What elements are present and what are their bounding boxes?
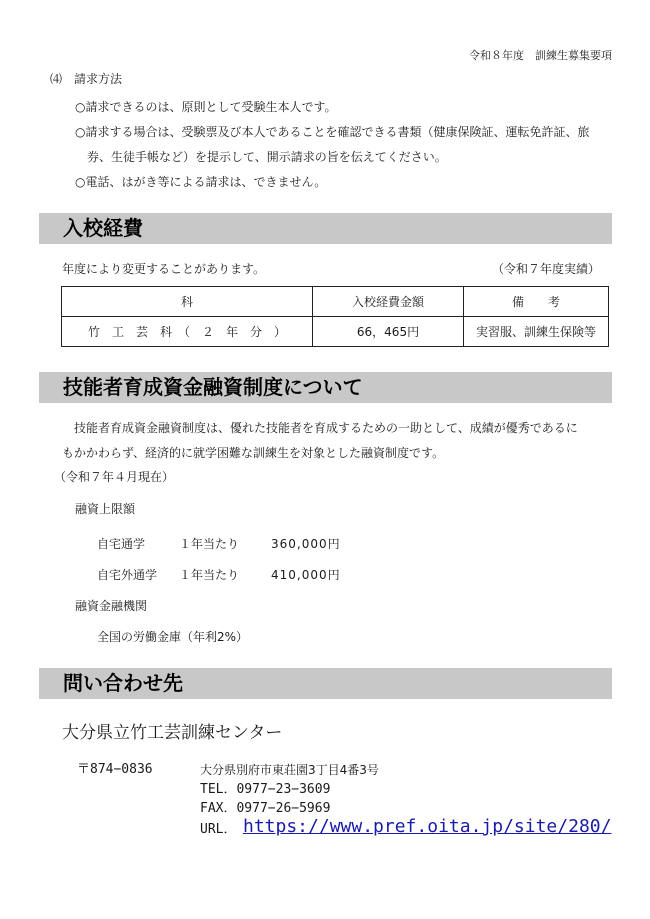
section-loan-system: [39, 372, 612, 403]
section-title: 技能者育成資金融資制度について: [63, 375, 363, 399]
request-method-heading: ⑷ 請求方法: [50, 72, 123, 86]
section-contact: [39, 668, 612, 699]
table-row: [62, 317, 609, 347]
table-cell: 竹 工 芸 科 （ ２ 年 分 ）: [62, 317, 313, 347]
request-method-item: ○請求できるのは、原則として受験生本人です。: [75, 100, 337, 114]
loan-limit-period: １年当たり: [179, 568, 240, 582]
fees-reference: （令和７年度実績）: [491, 262, 600, 276]
contact-url-link[interactable]: https://www.pref.oita.jp/site/280/: [243, 816, 612, 837]
contact-url-label: URL．: [200, 822, 237, 837]
request-method-item: ○電話、はがき等による請求は、できません。: [75, 175, 327, 189]
loan-limit-label: 融資上限額: [75, 502, 136, 516]
column-header: 科: [62, 287, 313, 317]
loan-institution: 全国の労働金庫（年利2%）: [97, 630, 249, 644]
table-header-row: [62, 287, 609, 317]
contact-tel: TEL．0977−23−3609: [200, 782, 331, 797]
column-header: 備 考: [464, 287, 609, 317]
contact-org-name: 大分県立竹工芸訓練センター: [62, 723, 283, 743]
loan-limit-amount: 360,000円: [271, 537, 341, 551]
column-header: 入校経費金額: [313, 287, 464, 317]
table-cell: 66，465円: [313, 317, 464, 347]
loan-limit-type: 自宅外通学: [97, 568, 158, 582]
loan-limit-type: 自宅通学: [97, 537, 146, 551]
admission-fees-table: [61, 286, 609, 347]
fees-note: 年度により変更することがあります。: [62, 262, 266, 276]
table-cell: 実習服、訓練生保険等: [464, 317, 609, 347]
loan-description-line: 技能者育成資金融資制度は、優れた技能者を育成するための一助として、成績が優秀であるに: [74, 421, 578, 435]
loan-limit-amount: 410,000円: [271, 568, 341, 582]
request-method-item: ○請求する場合は、受験票及び本人であることを確認できる書類（健康保険証、運転免許証、旅: [75, 125, 590, 139]
contact-postal-code: 〒874−0836: [77, 762, 153, 777]
document-header-note: 令和８年度 訓練生募集要項: [469, 49, 612, 62]
loan-description-line: もかかわらず、経済的に就学困難な訓練生を対象とした融資制度です。: [62, 446, 445, 460]
section-title: 問い合わせ先: [63, 671, 183, 695]
request-method-item: 券、生徒手帳など）を提示して、開示請求の旨を伝えてください。: [87, 150, 447, 164]
loan-limit-period: １年当たり: [179, 537, 240, 551]
contact-address: 大分県別府市東荘園3丁目4番3号: [200, 763, 379, 777]
loan-as-of: （令和７年４月現在）: [54, 470, 175, 484]
section-title: 入校経費: [63, 216, 143, 240]
loan-institution-label: 融資金融機関: [75, 599, 148, 613]
contact-fax: FAX．0977−26−5969: [200, 801, 331, 816]
section-admission-fees: [39, 213, 612, 244]
